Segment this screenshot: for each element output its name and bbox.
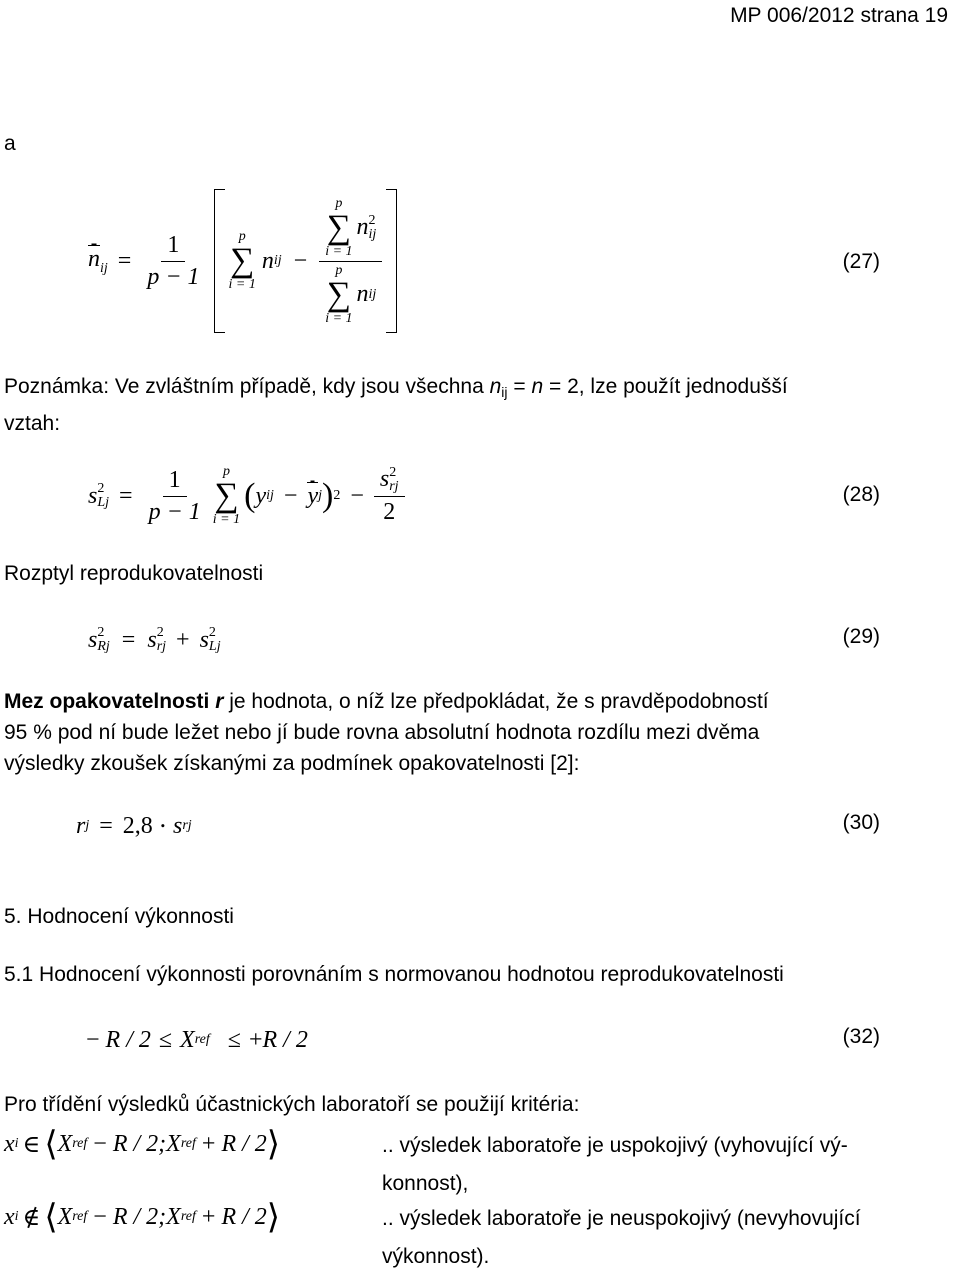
- mez-bold: Mez opakovatelnosti: [4, 690, 210, 713]
- equation-28: s 2 Lj = $\frac{1}{p - 1}$ p ∑ i = 1 ( y ij − y j ) 2 − s 2 rj 2: [88, 456, 405, 536]
- equation-number-32: (32): [842, 1025, 880, 1048]
- eq30-s: s: [173, 812, 183, 839]
- eq27-bracket-right: [386, 189, 397, 333]
- crit2-x: x: [4, 1203, 15, 1230]
- eq27-fraction: [141, 232, 205, 291]
- crit1-X1-sub: ref: [72, 1136, 88, 1151]
- crit1-X2: X: [166, 1130, 181, 1157]
- equation-32: − R / 2 ≤ X ref ≤ + R / 2: [86, 1026, 308, 1053]
- equation-29: s 2 Rj = s 2 rj + s 2 Lj: [88, 625, 221, 654]
- note-suffix: = 2, lze použít jednodušší: [543, 375, 788, 398]
- criterion-1-formula: x i ∈ ⟨ X ref − R / 2; X ref + R / 2 ⟩: [4, 1126, 281, 1163]
- eq27-lhs-sub: ij: [100, 260, 108, 276]
- eq28-frac-den: p − 1: [148, 498, 201, 525]
- note-n: n: [489, 375, 502, 398]
- eq27-sum-bottom: i = 1: [228, 277, 256, 292]
- eq30-value: 2,8: [122, 812, 153, 839]
- equation-30: r j = 2,8 ⋅ s rj: [76, 812, 192, 840]
- eq27-inner-num-term: n: [356, 214, 369, 240]
- eq28-y: y: [255, 482, 267, 509]
- eq29-sup1: 2: [97, 625, 105, 640]
- eq28-lhs-sup: 2: [97, 481, 105, 496]
- crit1-X1: X: [57, 1130, 73, 1157]
- equation-number-29: (29): [842, 625, 880, 648]
- eq32-left: R / 2: [105, 1026, 151, 1053]
- eq28-ybar-sub: j: [318, 488, 322, 503]
- eq28-y-sub: ij: [266, 488, 274, 503]
- eq27-term-sub: ij: [273, 253, 282, 268]
- eq29-s2-sub: rj: [156, 639, 167, 654]
- crit2-text1: .. výsledek laboratoře je neuspokojivý (nevyhovující: [382, 1207, 861, 1230]
- criteria-intro: Pro třídění výsledků účastnických laboratoří se použijí kritéria:: [4, 1093, 580, 1116]
- eq28-ybar: y: [307, 483, 319, 509]
- eq32-x: X: [180, 1026, 195, 1053]
- eq28-lhs-sub: Lj: [97, 495, 110, 510]
- equation-27: $n_{ij}$ = $\frac{1}{p - 1}$ p ∑ i = 1 n ij − p ∑ i = 1 n 2 ij p ∑ i = 1 n ij: [88, 186, 397, 336]
- eq30-r-sub: j: [85, 818, 90, 833]
- eq27-inner-num-sub: ij: [368, 226, 377, 242]
- eq27-bracket-left: [214, 189, 225, 333]
- eq28-sum: p ∑ i = 1: [212, 464, 241, 527]
- crit2-X2: X: [166, 1203, 181, 1230]
- mez-line2: 95 % pod ní bude ležet nebo jí bude rovna absolutní hodnota rozdílu mezi dvěma: [4, 721, 760, 744]
- eq29-sup2: 2: [156, 625, 164, 640]
- crit1-text1: .. výsledek laboratoře je uspokojivý (vyhovující vý-: [382, 1134, 848, 1157]
- eq28-srj-sub: rj: [389, 479, 399, 495]
- crit1-end: R / 2: [221, 1130, 267, 1157]
- eq29-sup3: 2: [208, 625, 216, 640]
- crit1-x: x: [4, 1130, 15, 1157]
- eq28-sum-bottom: i = 1: [212, 512, 241, 527]
- eq27-frac-den: p − 1: [147, 263, 200, 290]
- criterion-2-text: [382, 1200, 861, 1276]
- eq27-sum-top: p: [238, 229, 246, 244]
- crit2-end: R / 2: [221, 1203, 267, 1230]
- eq28-sum-top: p: [222, 464, 230, 479]
- mez-r: r: [215, 690, 224, 713]
- equation-number-27: (27): [842, 250, 880, 273]
- eq27-frac-num: 1: [161, 232, 185, 262]
- eq28-srj-fraction: [374, 466, 405, 526]
- eq28-den2: 2: [383, 499, 396, 526]
- eq32-right: R / 2: [262, 1026, 308, 1053]
- mez-paragraph: [0, 686, 960, 779]
- eq27-inner-den-sub: ij: [368, 286, 377, 302]
- crit1-x-sub: i: [14, 1136, 19, 1151]
- note-n2: n: [531, 375, 544, 398]
- page-header: MP 006/2012 strana 19: [730, 4, 948, 27]
- eq28-lhs: s: [88, 482, 98, 509]
- eq29-s1: s: [88, 626, 98, 653]
- note-prefix: Poznámka: Ve zvláštním případě, kdy jsou všechna: [4, 375, 490, 398]
- crit2-X1: X: [57, 1203, 73, 1230]
- crit1-mid: R / 2;: [112, 1130, 167, 1157]
- section-5-heading: 5. Hodnocení výkonnosti: [4, 905, 234, 928]
- eq32-x-sub: ref: [194, 1032, 210, 1047]
- eq29-s1-sub: Rj: [97, 639, 110, 654]
- note-ij: ij: [501, 384, 508, 400]
- crit2-X2-sub: ref: [180, 1209, 196, 1224]
- eq27-inner-num-sup: 2: [368, 212, 376, 228]
- eq28-srj-sup: 2: [389, 465, 397, 481]
- eq27-inner-den-term: n: [356, 281, 369, 307]
- mez-line1: je hodnota, o níž lze předpokládat, že s pravděpodobností: [223, 690, 769, 713]
- criterion-1-text: [382, 1127, 848, 1203]
- heading-rozptyl: Rozptyl reprodukovatelnosti: [4, 562, 264, 585]
- eq30-s-sub: rj: [182, 818, 192, 833]
- note-eq: =: [507, 375, 532, 398]
- crit2-X1-sub: ref: [72, 1209, 88, 1224]
- eq27-lhs: n: [88, 245, 100, 272]
- crit2-mid: R / 2;: [112, 1203, 167, 1230]
- crit1-text2: konnost),: [382, 1172, 469, 1195]
- criterion-2-formula: x i ∉ ⟨ X ref − R / 2; X ref + R / 2 ⟩: [4, 1199, 281, 1236]
- eq27-inner-fraction: p ∑ i = 1 n 2 ij p ∑ i = 1 n ij: [319, 197, 382, 326]
- equation-number-30: (30): [842, 811, 880, 834]
- eq29-s3: s: [199, 626, 209, 653]
- paragraph-a: a: [4, 132, 16, 155]
- eq30-r: r: [76, 812, 86, 839]
- note-line2: vztah:: [4, 412, 61, 435]
- equation-number-28: (28): [842, 483, 880, 506]
- crit1-X2-sub: ref: [180, 1136, 196, 1151]
- eq28-frac-num: 1: [163, 467, 187, 497]
- crit2-x-sub: i: [14, 1209, 19, 1224]
- note-paragraph: [0, 371, 960, 439]
- eq29-s2: s: [147, 626, 157, 653]
- eq27-sum: p ∑ i = 1: [228, 229, 256, 292]
- eq27-term: n: [261, 247, 274, 274]
- eq28-srj: s: [379, 465, 390, 492]
- section-5-1-heading: 5.1 Hodnocení výkonnosti porovnáním s normovanou hodnotou reprodukovatelnosti: [4, 963, 784, 986]
- crit2-text2: výkonnost).: [382, 1245, 490, 1268]
- mez-line3: výsledky zkoušek získanými za podmínek opakovatelnosti [2]:: [4, 752, 580, 775]
- eq28-fraction: [143, 467, 207, 526]
- eq29-s3-sub: Lj: [208, 639, 221, 654]
